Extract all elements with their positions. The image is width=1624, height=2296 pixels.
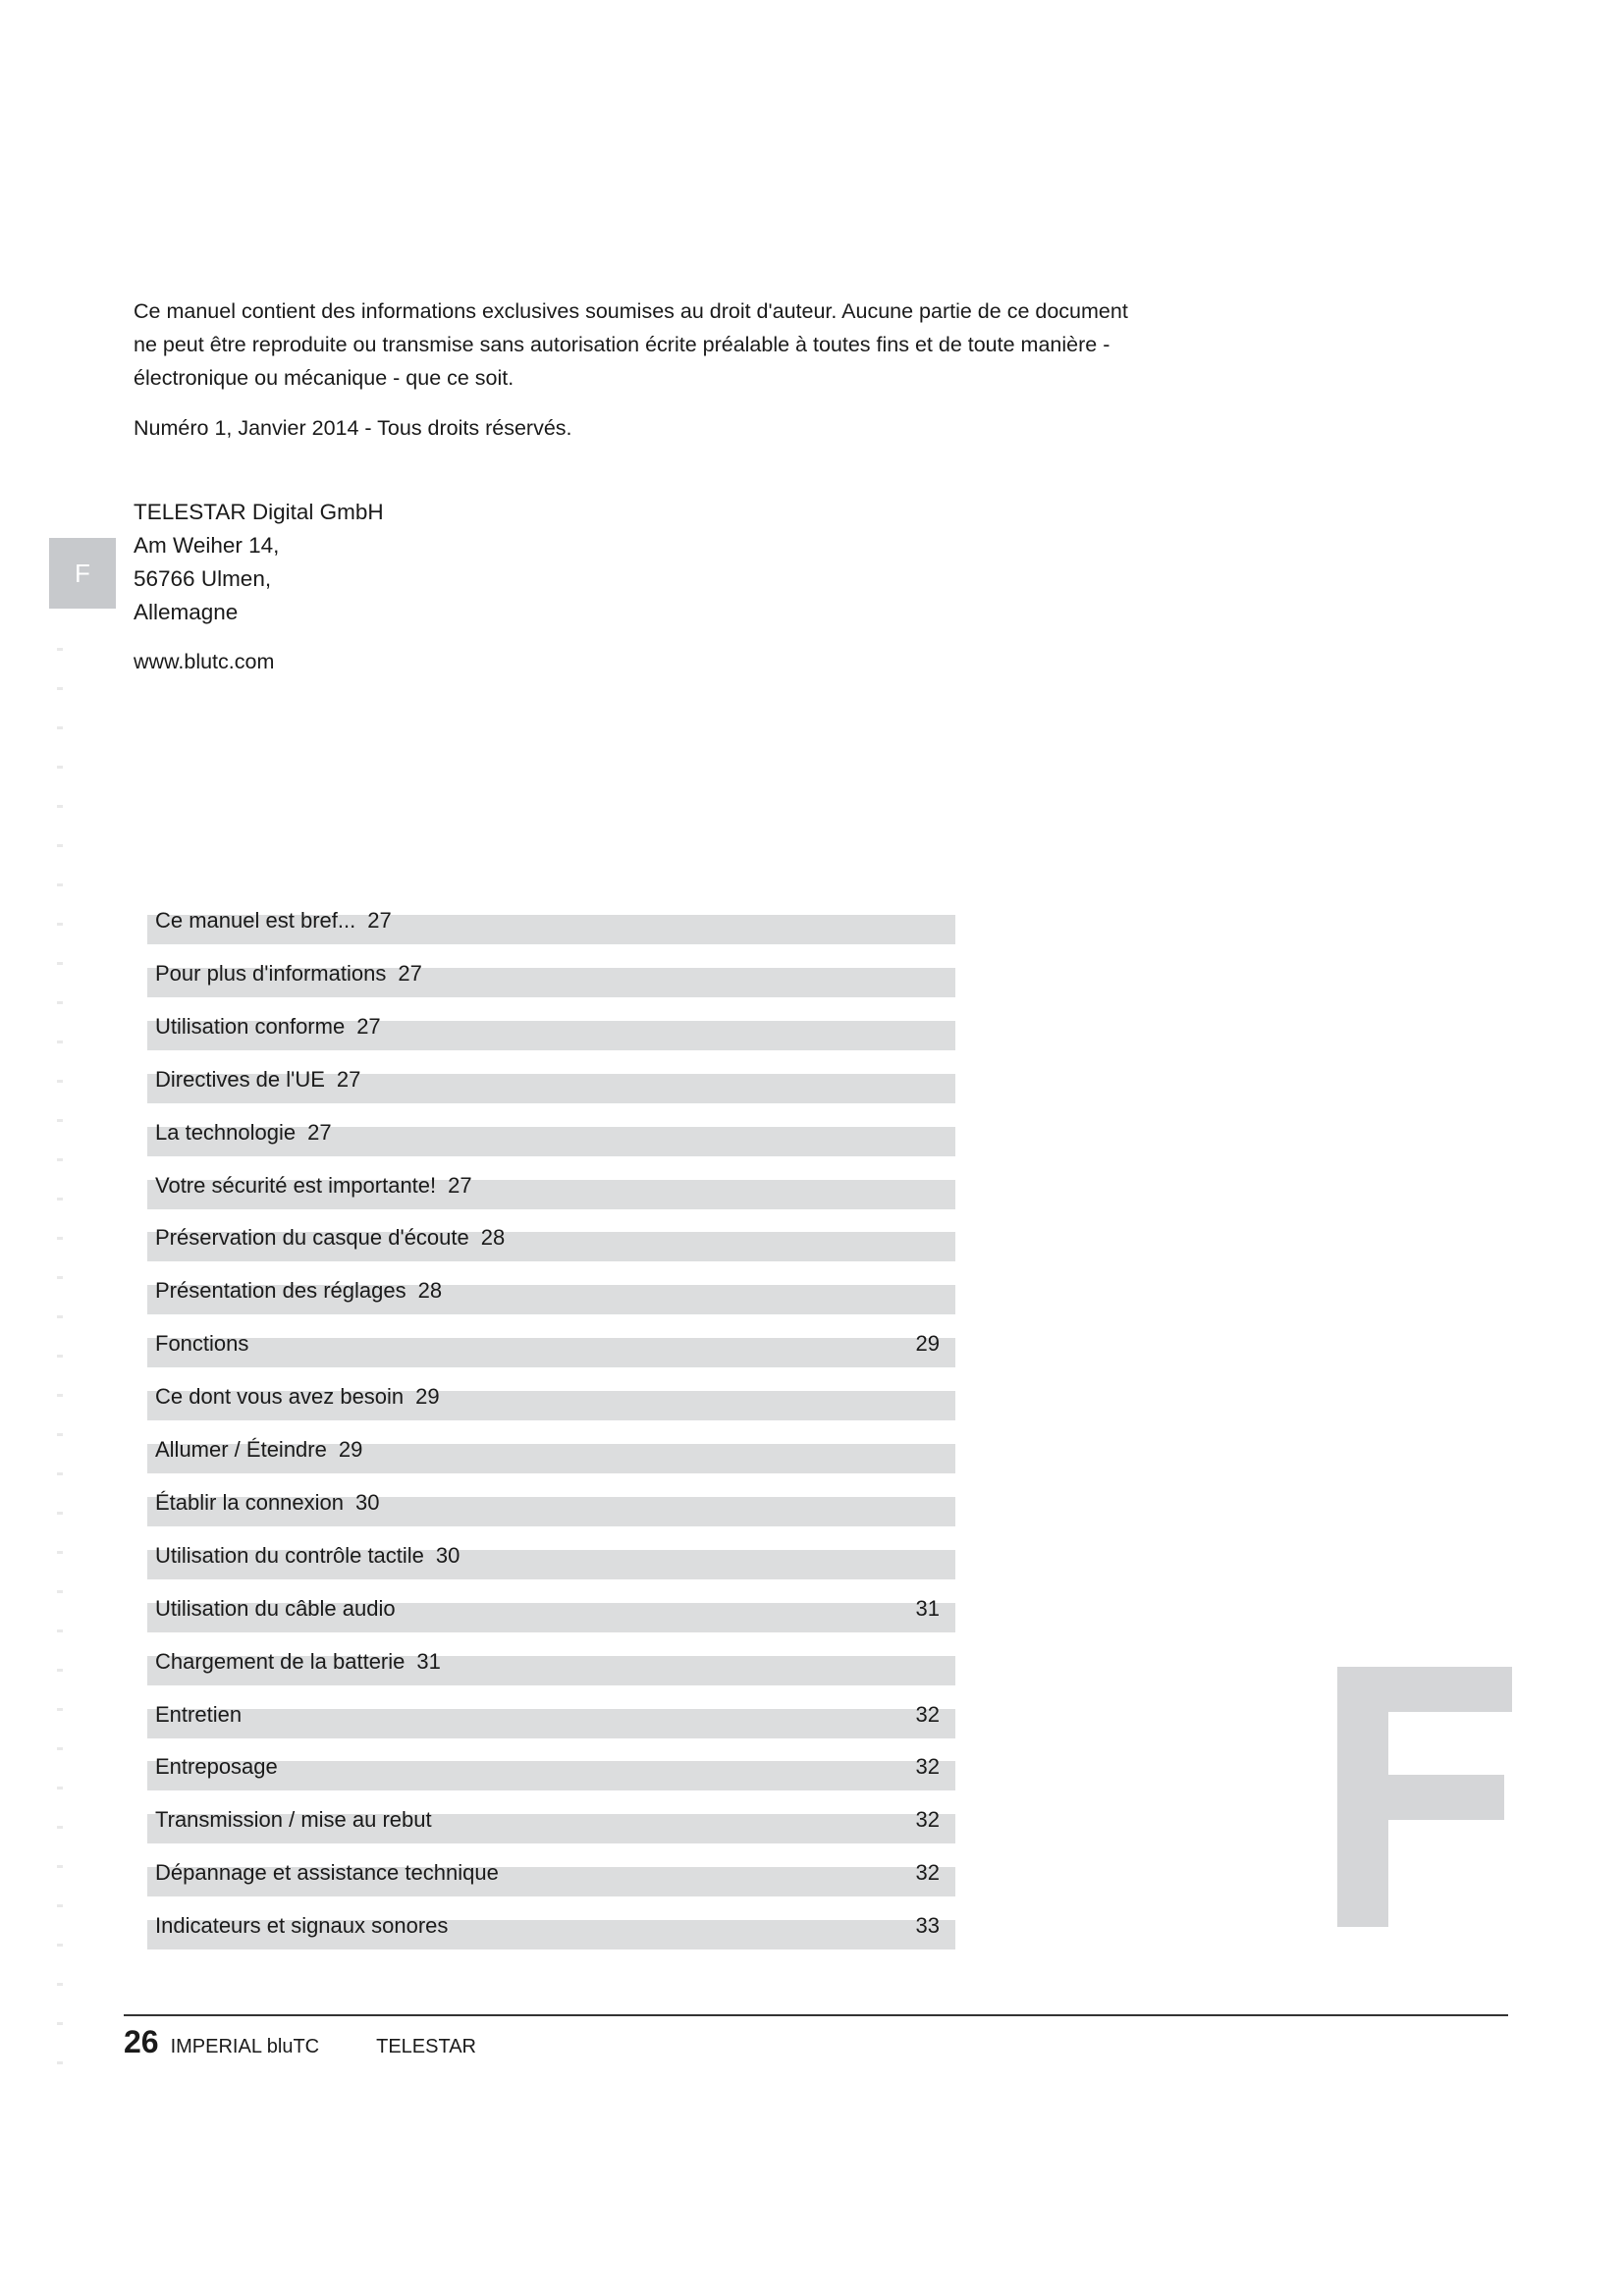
toc-entry-title: Entretien (155, 1702, 243, 1727)
toc-entry[interactable] (147, 1314, 955, 1367)
toc-entry[interactable] (147, 1367, 955, 1420)
toc-entry-page: 27 (336, 1067, 361, 1092)
toc-entry-title: Dépannage et assistance technique (155, 1860, 499, 1885)
toc-entry[interactable] (147, 1843, 955, 1896)
toc-entry[interactable] (147, 1050, 955, 1103)
address-line: 56766 Ulmen, (134, 566, 272, 591)
website-link[interactable]: www.blutc.com (134, 650, 275, 673)
toc-entry-bar (147, 1338, 955, 1367)
toc-entry-page: 28 (417, 1278, 443, 1303)
toc-entry-title: Ce dont vous avez besoin 29 (155, 1384, 440, 1409)
copyright-line: Ce manuel contient des informations exclusives soumises au droit d'auteur. Aucune partie de ce document (134, 299, 1128, 323)
toc-entry[interactable] (147, 1790, 955, 1843)
company-address (134, 496, 384, 629)
toc-entry-title: Présentation des réglages 28 (155, 1278, 443, 1303)
address-line: TELESTAR Digital GmbH (134, 500, 384, 524)
toc-entry-page: 32 (915, 1860, 940, 1885)
toc-entry-page: 30 (355, 1490, 380, 1515)
toc-entry-page: 32 (915, 1807, 940, 1832)
toc-entry-page: 33 (915, 1913, 940, 1938)
copyright-line: électronique ou mécanique - que ce soit. (134, 366, 514, 390)
toc-entry[interactable] (147, 1420, 955, 1473)
toc-entry-page: 29 (915, 1331, 940, 1356)
toc-entry[interactable] (147, 1896, 955, 1949)
product-name: IMPERIAL bluTC (170, 2036, 320, 2057)
page-number: 26 (124, 2024, 159, 2059)
toc-entry-title: Utilisation conforme 27 (155, 1014, 381, 1039)
toc-entry-page: 27 (356, 1014, 381, 1039)
toc-entry[interactable] (147, 1526, 955, 1579)
toc-entry-title: Entreposage (155, 1754, 278, 1779)
toc-entry-page: 28 (480, 1225, 506, 1250)
toc-entry-page: 27 (448, 1173, 472, 1198)
toc-entry[interactable] (147, 997, 955, 1050)
toc-entry-page: 30 (435, 1543, 460, 1568)
toc-entry-title: Fonctions (155, 1331, 249, 1356)
toc-entry-title: Allumer / Éteindre 29 (155, 1437, 363, 1462)
toc-entry-title: Transmission / mise au rebut (155, 1807, 432, 1832)
toc-entry[interactable] (147, 1156, 955, 1209)
toc-entry-title: Pour plus d'informations 27 (155, 961, 422, 986)
toc-entry-title: Utilisation du contrôle tactile 30 (155, 1543, 460, 1568)
toc-entry-page: 27 (398, 961, 422, 986)
toc-entry-title: Votre sécurité est importante! 27 (155, 1173, 472, 1198)
section-letter-f (1337, 1667, 1512, 1927)
toc-entry-bar (147, 1709, 955, 1738)
footer-rule (124, 2014, 1508, 2016)
address-line: Allemagne (134, 600, 239, 624)
language-tab: F (49, 538, 116, 609)
toc-entry-title: Indicateurs et signaux sonores (155, 1913, 449, 1938)
toc-entry-title: Directives de l'UE 27 (155, 1067, 361, 1092)
toc-entry[interactable] (147, 1632, 955, 1685)
toc-entry-page: 27 (367, 908, 392, 933)
toc-entry-title: Établir la connexion 30 (155, 1490, 380, 1515)
toc-entry-title: Chargement de la batterie 31 (155, 1649, 441, 1674)
toc-entry-title: La technologie 27 (155, 1120, 332, 1145)
toc-entry[interactable] (147, 944, 955, 997)
toc-entry[interactable] (147, 1737, 955, 1790)
toc-entry-title: Ce manuel est bref... 27 (155, 908, 392, 933)
copyright-line: ne peut être reproduite ou transmise sans autorisation écrite préalable à toutes fins et de toute manière - (134, 333, 1110, 356)
issue-statement: Numéro 1, Janvier 2014 - Tous droits réservés. (134, 416, 572, 440)
toc-entry-page: 32 (915, 1702, 940, 1727)
toc-entry[interactable] (147, 891, 955, 944)
toc-entry[interactable] (147, 1473, 955, 1526)
toc-entry-page: 29 (338, 1437, 363, 1462)
toc-entry-title: Utilisation du câble audio (155, 1596, 396, 1621)
toc-entry-title: Préservation du casque d'écoute 28 (155, 1225, 506, 1250)
toc-entry-page: 31 (416, 1649, 441, 1674)
toc-entry[interactable] (147, 1579, 955, 1632)
toc-entry[interactable] (147, 1261, 955, 1314)
toc-entry-page: 27 (307, 1120, 332, 1145)
toc-entry-page: 31 (915, 1596, 940, 1621)
page-footer (124, 2024, 476, 2063)
copyright-notice (134, 294, 1233, 395)
toc-entry-page: 32 (915, 1754, 940, 1779)
toc-entry[interactable] (147, 1208, 955, 1261)
toc-entry-page: 29 (415, 1384, 440, 1409)
brand-name: TELESTAR (376, 2036, 476, 2057)
address-line: Am Weiher 14, (134, 533, 280, 558)
margin-decoration (57, 648, 63, 2101)
toc-entry[interactable] (147, 1103, 955, 1156)
toc-entry[interactable] (147, 1685, 955, 1738)
